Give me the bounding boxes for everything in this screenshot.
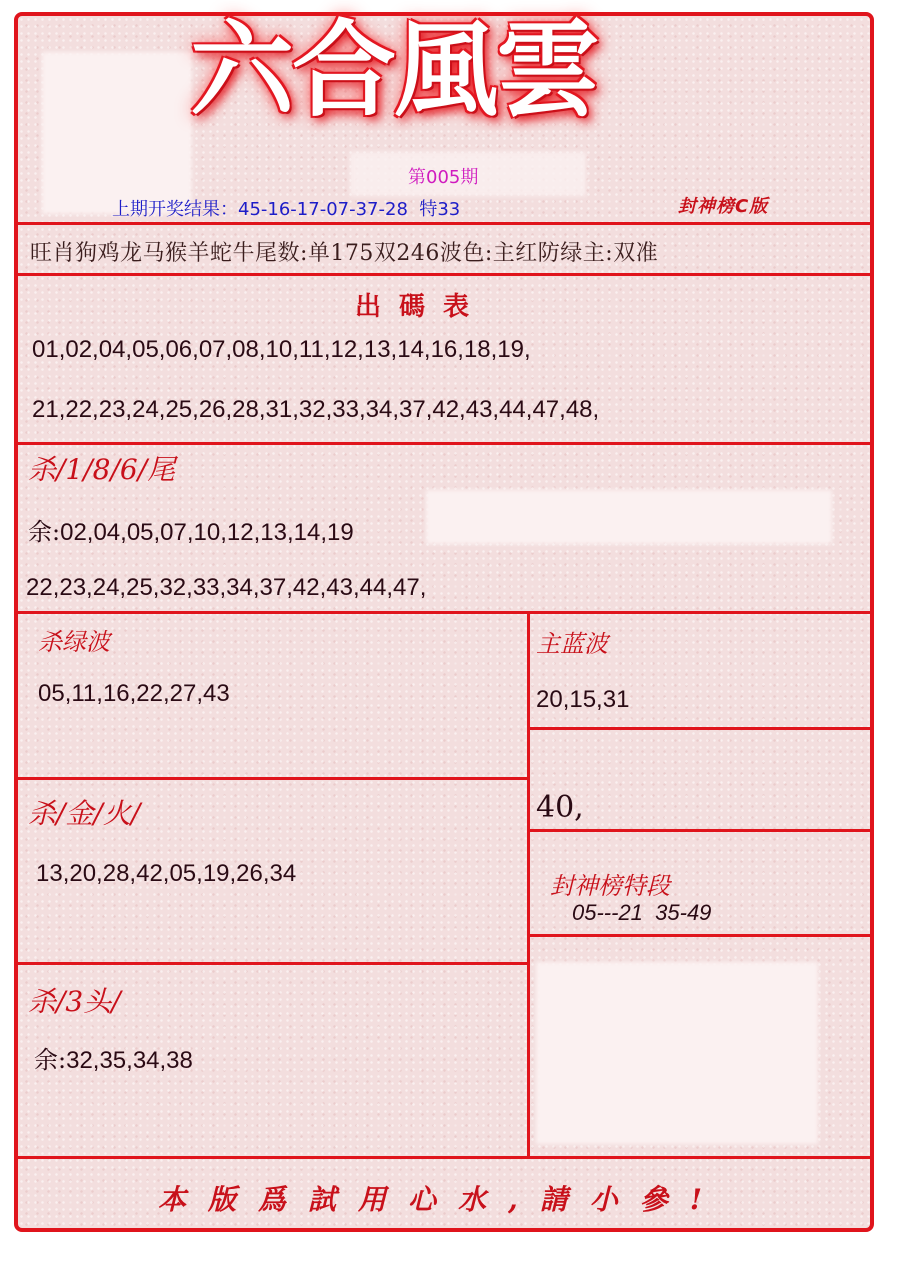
kill-green-numbers: 05,11,16,22,27,43: [38, 680, 230, 707]
divider-table: [18, 442, 870, 445]
divider-header: [18, 222, 870, 225]
zodiac-line: 旺肖狗鸡龙马猴羊蛇牛尾数:单175双246波色:主红防绿主:双准: [30, 241, 659, 266]
kill-element-numbers: 13,20,28,42,05,19,26,34: [36, 860, 297, 887]
divider-left-2: [18, 962, 530, 965]
divider-right-1: [528, 727, 870, 730]
main-blue-numbers: 20,15,31: [536, 686, 630, 713]
number-table-row-2: 21,22,23,24,25,26,28,31,32,33,34,37,42,43,44,47,48,: [32, 396, 600, 423]
divider-right-3: [528, 934, 870, 937]
special-number: 特33: [419, 199, 461, 220]
masked-ad-strip: [426, 490, 832, 544]
page-title: 六合風雲: [190, 8, 599, 131]
masked-logo: [42, 52, 192, 214]
kill-element-label: 杀/金/火/: [28, 797, 141, 830]
special-segment-label: 封神榜特段: [550, 872, 670, 900]
footer-notice: 本版爲試用心水,請小參!: [158, 1183, 725, 1216]
kill-head-row: [34, 1040, 193, 1075]
divider-zodiac: [18, 273, 870, 276]
masked-image-box: [536, 962, 818, 1144]
kill-head-label: 杀/3头/: [28, 985, 121, 1018]
last-result-numbers: 45-16-17-07-37-28: [238, 199, 408, 220]
divider-footer: [18, 1156, 870, 1159]
kill-tail-row-1: [28, 512, 354, 547]
last-result: [112, 195, 460, 221]
number-table-row-1: 01,02,04,05,06,07,08,10,11,12,13,14,16,18,19,: [32, 336, 531, 363]
special-segment-ranges: 05---21 35-49: [572, 900, 712, 925]
edition-label: 封神榜C版: [678, 196, 769, 217]
divider-kill-tail: [18, 611, 870, 614]
kill-tail-label: 杀/1/8/6/尾: [28, 453, 176, 486]
divider-right-2: [528, 829, 870, 832]
divider-vertical: [527, 611, 530, 1159]
kill-head-remain-label: 余:: [34, 1046, 67, 1074]
kill-head-numbers: 32,35,34,38: [66, 1047, 193, 1074]
issue-number: 第005期: [408, 167, 479, 188]
number-table-title: 出碼表: [355, 292, 488, 322]
kill-tail-numbers-1: 02,04,05,07,10,12,13,14,19: [60, 519, 354, 546]
kill-tail-row-2: 22,23,24,25,32,33,34,37,42,43,44,47,: [26, 574, 427, 601]
divider-left-1: [18, 777, 530, 780]
single-number: 40,: [536, 790, 584, 825]
main-blue-label: 主蓝波: [536, 630, 608, 658]
last-result-label: 上期开奖结果：: [112, 199, 238, 220]
kill-tail-remain-label: 余:: [28, 518, 61, 546]
kill-green-label: 杀绿波: [38, 628, 110, 656]
